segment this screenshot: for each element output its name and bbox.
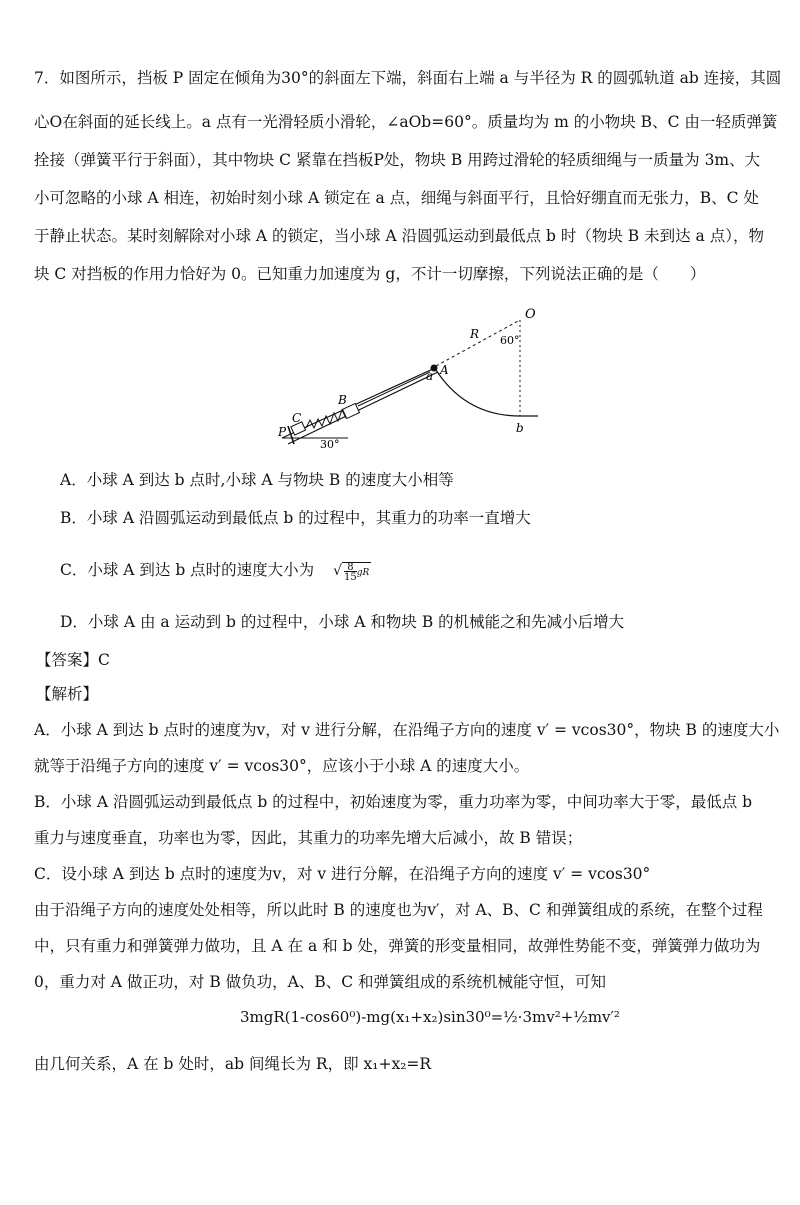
label-A: A: [440, 363, 449, 377]
analysis-last: 由几何关系，A 在 b 处时，ab 间绳长为 R，即 x₁+x₂=R: [34, 1055, 432, 1073]
option-a: A．小球 A 到达 b 点时,小球 A 与物块 B 的速度大小相等: [60, 471, 454, 489]
option-c-radicand: [342, 562, 371, 583]
question-line-5: 于静止状态。某时刻解除对小球 A 的锁定，当小球 A 沿圆弧运动到最低点 b 时（物块 B 未到达 a 点），物: [34, 227, 764, 245]
answer: 【答案】C: [36, 651, 110, 669]
option-c-text: C．小球 A 到达 b 点时的速度大小为: [60, 561, 315, 579]
label-incline-angle: 30°: [320, 438, 340, 448]
analysis-label: 【解析】: [36, 685, 99, 703]
analysis-a-2: 就等于沿绳子方向的速度 v′ = vcos30°，应该小于小球 A 的速度大小。: [34, 757, 530, 775]
equation: 3mgR(1-cos60⁰)-mg(x₁+x₂)sin30⁰=½·3mv²+½mv′²: [240, 1008, 620, 1026]
option-b: B．小球 A 沿圆弧运动到最低点 b 的过程中，其重力的功率一直增大: [60, 509, 531, 527]
question-line-1: 7．如图所示，挡板 P 固定在倾角为30°的斜面左下端，斜面右上端 a 与半径为 R 的圆弧轨道 ab 连接，其圆: [34, 69, 782, 87]
option-d: D．小球 A 由 a 运动到 b 的过程中，小球 A 和物块 B 的机械能之和先减小后增大: [60, 613, 625, 631]
option-c-sqrt: √: [333, 563, 343, 579]
label-P: P: [278, 425, 287, 439]
analysis-c-2: 由于沿绳子方向的速度处处相等，所以此时 B 的速度也为v′，对 A、B、C 和弹簧组成的系统，在整个过程: [34, 901, 763, 919]
option-c-den: 15: [344, 571, 357, 583]
analysis-c-4: 0，重力对 A 做正功，对 B 做负功，A、B、C 和弹簧组成的系统机械能守恒，可知: [34, 973, 607, 991]
physics-diagram: [270, 298, 570, 452]
rope: [358, 372, 430, 406]
incline-top-line: [288, 372, 438, 444]
label-C: C: [292, 411, 302, 425]
option-c: [60, 558, 371, 583]
arc-ab: [436, 370, 538, 416]
label-R: R: [470, 327, 480, 341]
analysis-a-1: A．小球 A 到达 b 点时的速度为v，对 v 进行分解，在沿绳子方向的速度 v′ = vcos30°，物块 B 的速度大小: [34, 721, 780, 739]
question-line-6: 块 C 对挡板的作用力恰好为 0。已知重力加速度为 g，不计一切摩擦，下列说法正确的是（ ）: [34, 265, 706, 283]
analysis-c-1: C．设小球 A 到达 b 点时的速度为v，对 v 进行分解，在沿绳子方向的速度 v′ = vcos30°: [34, 865, 651, 883]
analysis-b-2: 重力与速度垂直，功率也为零，因此，其重力的功率先增大后减小，故 B 错误；: [34, 829, 583, 847]
option-c-num: 8: [347, 561, 354, 573]
analysis-c-3: 中，只有重力和弹簧弹力做功，且 A 在 a 和 b 处，弹簧的形变量相同，故弹性势能不变，弹簧弹力做功为: [34, 937, 761, 955]
question-line-4: 小可忽略的小球 A 相连，初始时刻小球 A 锁定在 a 点，细绳与斜面平行，且恰好绷直而无张力，B、C 处: [34, 189, 759, 207]
question-line-3: 拴接（弹簧平行于斜面），其中物块 C 紧靠在挡板P处，物块 B 用跨过滑轮的轻质细绳与一质量为 3m、大: [34, 151, 761, 169]
incline-line: [282, 368, 435, 438]
label-B: B: [338, 393, 347, 407]
option-c-var: gR: [356, 567, 370, 578]
incline-arc-diagram: [270, 298, 570, 448]
label-angle: 60°: [500, 334, 520, 347]
question-line-2: 心O在斜面的延长线上。a 点有一光滑轻质小滑轮，∠aOb=60°。质量均为 m 的小物块 B、C 由一轻质弹簧: [34, 113, 778, 131]
label-a: a: [426, 369, 434, 383]
analysis-b-1: B．小球 A 沿圆弧运动到最低点 b 的过程中，初始速度为零，重力功率为零，中间功率大于零，最低点 b: [34, 793, 753, 811]
label-b: b: [516, 421, 524, 435]
label-O: O: [525, 307, 536, 322]
